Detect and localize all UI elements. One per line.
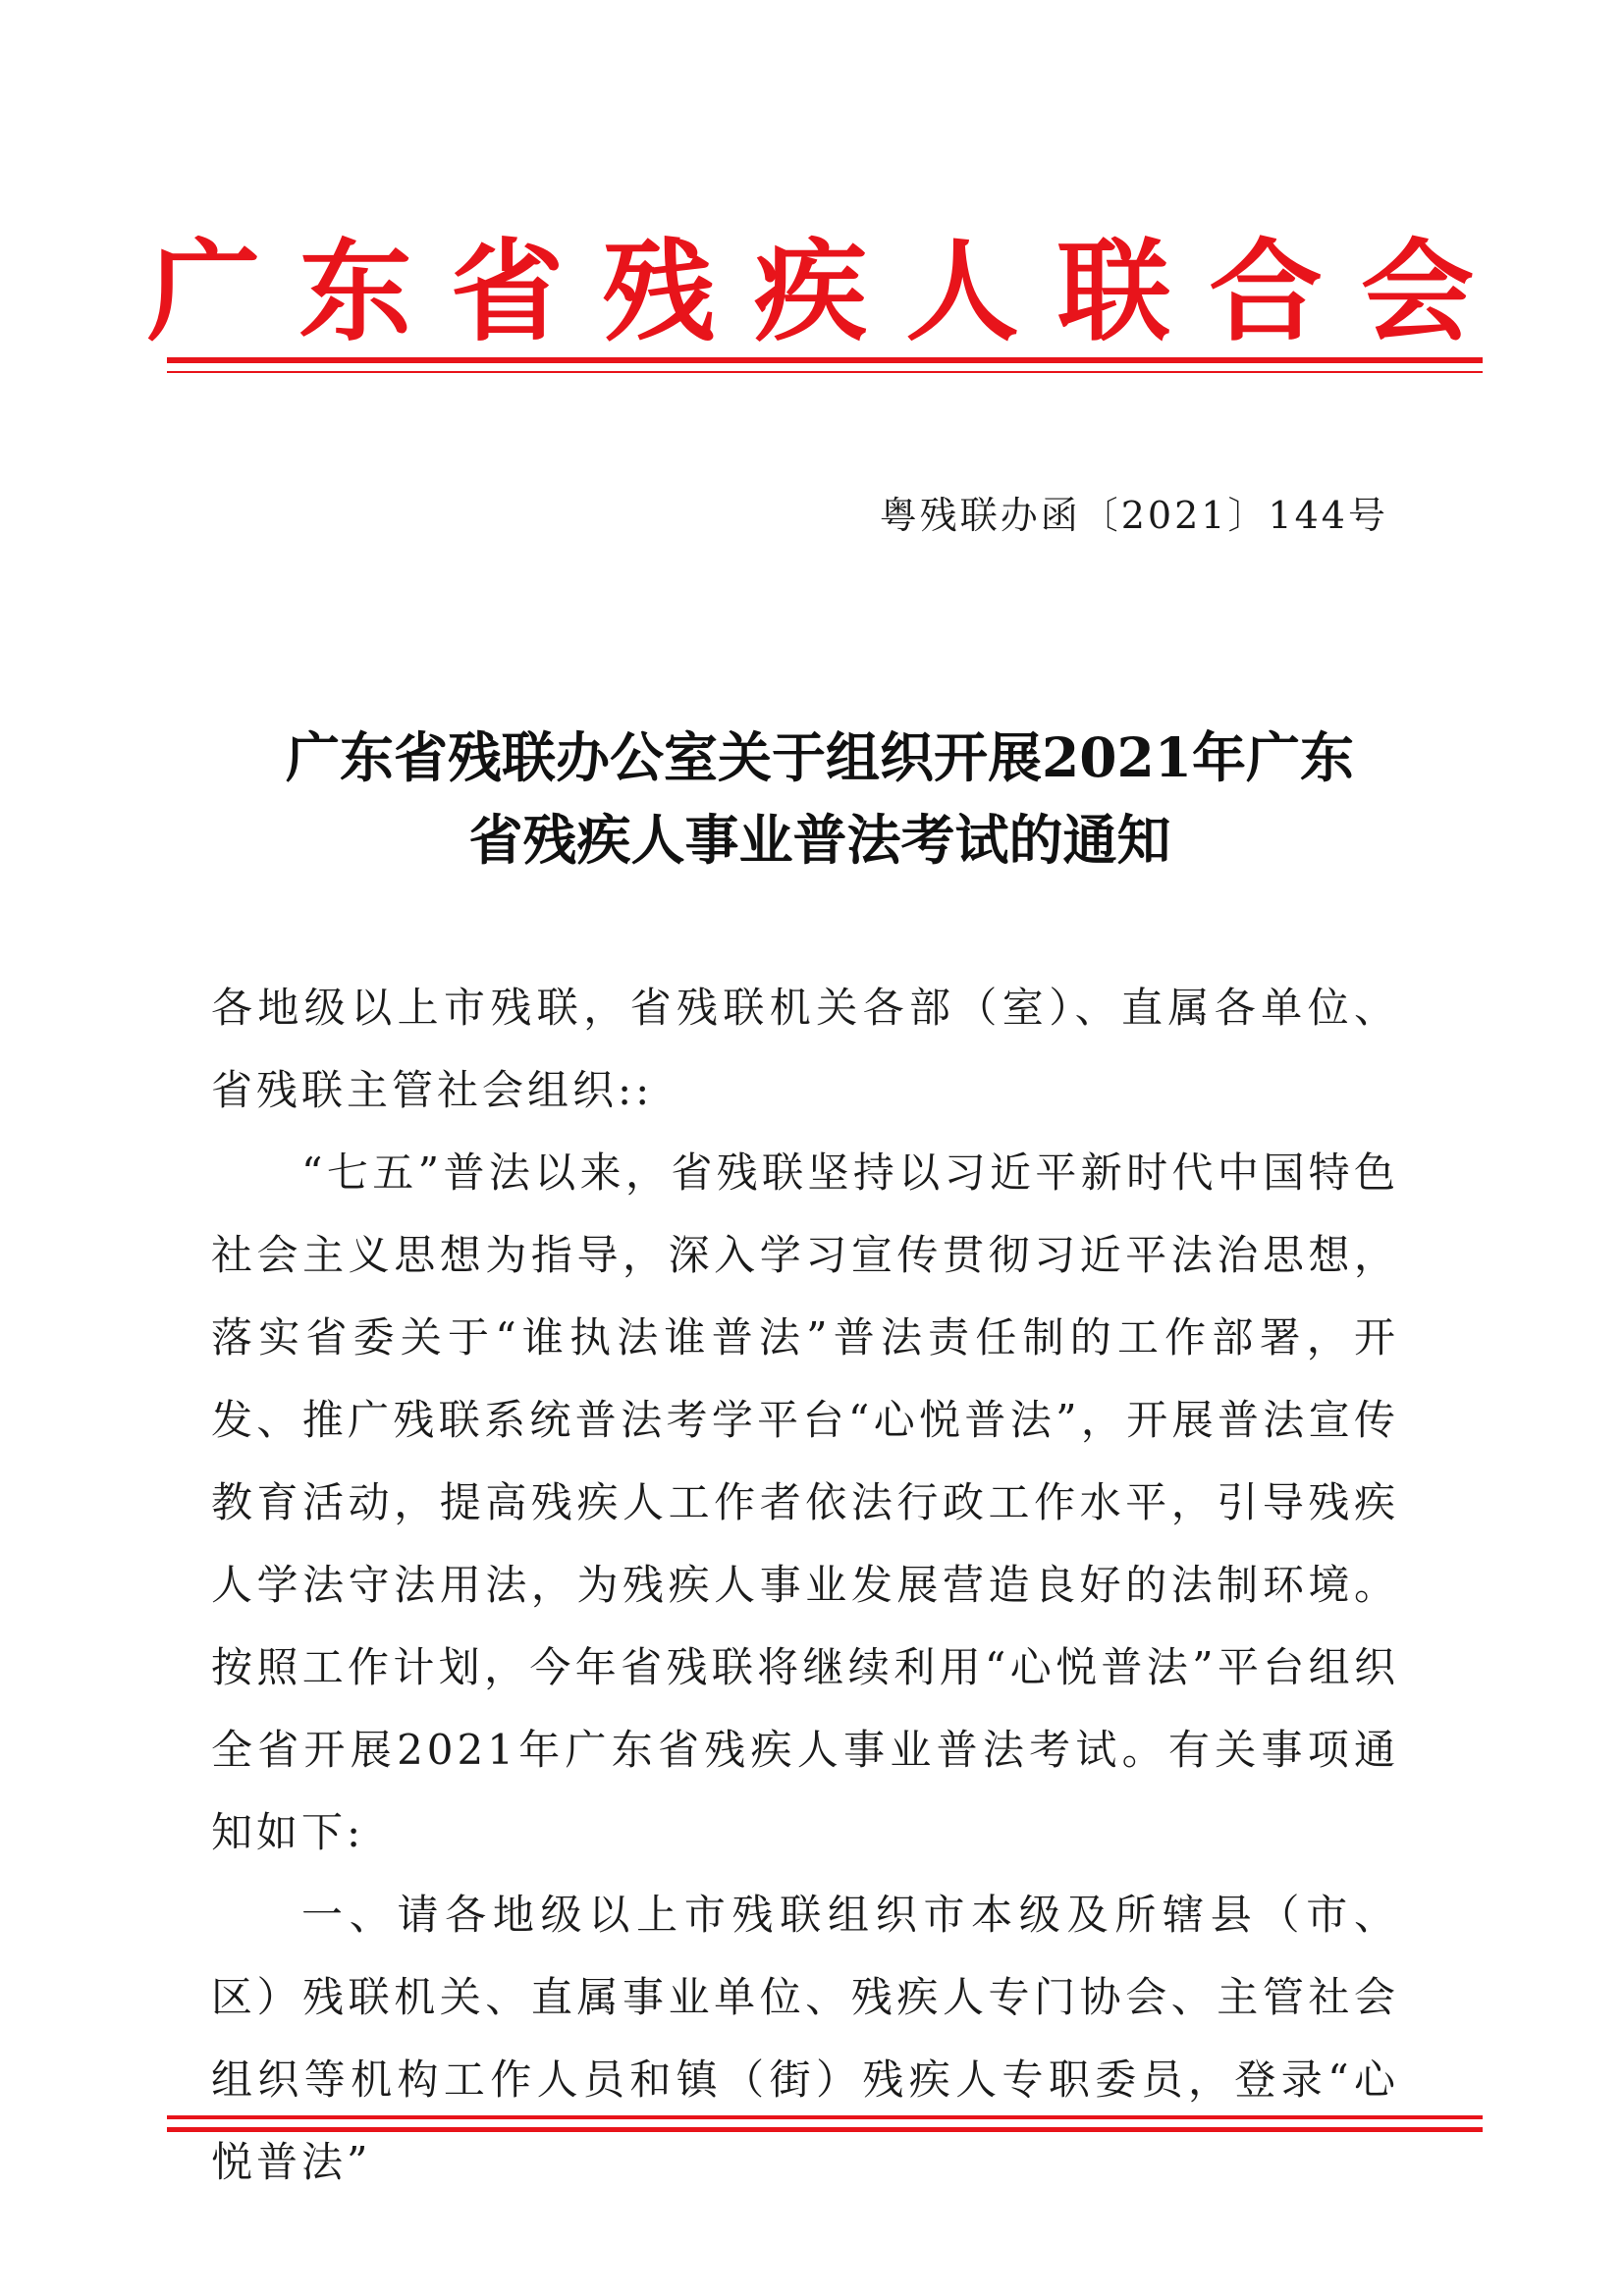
title-line-1: 广东省残联办公室关于组织开展2021年广东: [285, 725, 1355, 789]
masthead-rule-thin: [167, 371, 1483, 373]
masthead-org-name: 广东省残疾人联合会: [146, 228, 1513, 356]
footer-rule-thick: [167, 2115, 1483, 2119]
masthead-rule-thick: [167, 357, 1483, 363]
footer-rule-thin: [167, 2127, 1483, 2132]
salutation: 各地级以上市残联，省残联机关各部（室）、直属各单位、省残联主管社会组织::: [211, 984, 1399, 1114]
document-number: 粤残联办函〔2021〕144号: [879, 494, 1388, 537]
document-title: [167, 717, 1473, 881]
title-line-2: 省残疾人事业普法考试的通知: [468, 808, 1171, 872]
paragraph-intro: “七五”普法以来，省残联坚持以习近平新时代中国特色社会主义思想为指导，深入学习宣传贯彻习近平法治思想，落实省委关于“谁执法谁普法”普法责任制的工作部署，开发、推广残联系统普法考学平台“心悦普法”，开展普法宣传教育活动，提高残疾人工作者依法行政工作水平，引导残疾人学法守法用法，为残疾人事业发展营造良好的法制环境。按照工作计划，今年省残联将继续利用“心悦普法”平台组织全省开展2021年广东省残疾人事业普法考试。有关事项通知如下:: [211, 1148, 1399, 1856]
document-body: [211, 967, 1399, 2204]
paragraph-item-1: 一、请各地级以上市残联组织市本级及所辖县（市、区）残联机关、直属事业单位、残疾人专门协会、主管社会组织等机构工作人员和镇（街）残疾人专职委员，登录“心悦普法”: [211, 1891, 1399, 2186]
